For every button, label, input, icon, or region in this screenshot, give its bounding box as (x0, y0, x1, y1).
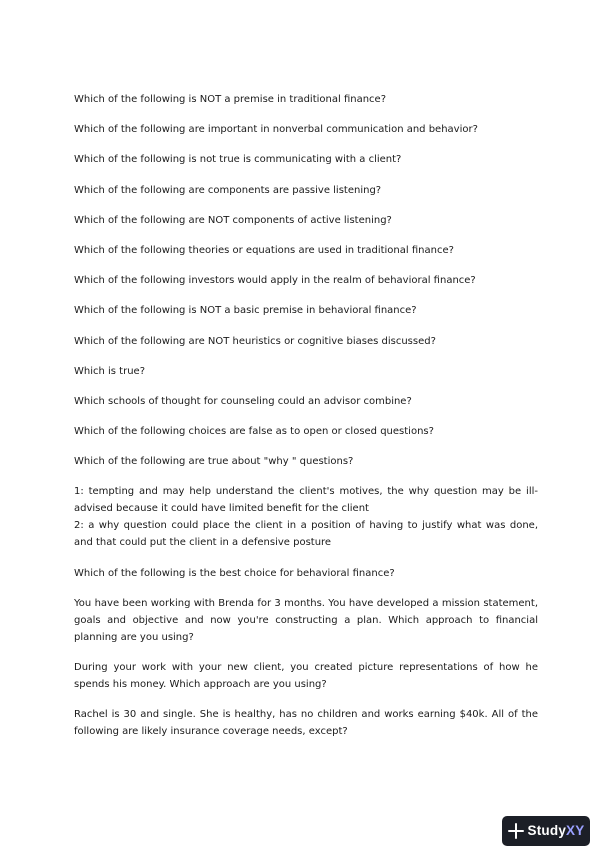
question-16: During your work with your new client, you created picture representations of how he spends his money. Which approach are you using? (74, 662, 538, 690)
question-10: Which is true? (74, 365, 146, 377)
plus-cross-icon (508, 823, 524, 839)
question-12: Which of the following choices are false as to open or closed questions? (74, 426, 434, 438)
answer-line-2: 2: a why question could place the client in a position of having to justify what was done, and that could put the client in a defensive posture (74, 520, 538, 549)
question-9: Which of the following are NOT heuristics or cognitive biases discussed? (74, 335, 436, 347)
question-3: Which of the following is not true is communicating with a client? (74, 154, 402, 166)
logo-brand-accent: XY (566, 823, 585, 839)
question-4: Which of the following are components are passive listening? (74, 184, 382, 196)
question-8: Which of the following is NOT a basic premise in behavioral finance? (74, 305, 417, 317)
question-7: Which of the following investors would apply in the realm of behavioral finance? (74, 275, 476, 287)
question-11: Which schools of thought for counseling could an advisor combine? (74, 395, 412, 407)
question-6: Which of the following theories or equations are used in traditional finance? (74, 244, 454, 256)
studyxy-logo[interactable] (502, 816, 590, 846)
logo-brand-main: Study (527, 823, 567, 839)
question-15: You have been working with Brenda for 3 months. You have developed a mission statement, goals and objective and now you're constructing a plan. Which approach to financial planning are you using? (74, 597, 538, 643)
question-1: Which of the following is NOT a premise in traditional finance? (74, 94, 387, 105)
answer-block (74, 483, 538, 551)
logo-text (528, 824, 585, 838)
question-14: Which of the following is the best choice for behavioral finance? (74, 567, 395, 579)
answer-line-1: 1: tempting and may help understand the client's motives, the why question may be ill-advised because it could have limited benefit for the client (74, 486, 538, 515)
question-13: Which of the following are true about "why " questions? (74, 456, 354, 468)
document-body (74, 91, 538, 753)
question-2: Which of the following are important in nonverbal communication and behavior? (74, 124, 478, 136)
question-5: Which of the following are NOT components of active listening? (74, 214, 392, 226)
question-17: Rachel is 30 and single. She is healthy, has no children and works earning $40k. All of the following are likely insurance coverage needs, except? (74, 709, 538, 738)
